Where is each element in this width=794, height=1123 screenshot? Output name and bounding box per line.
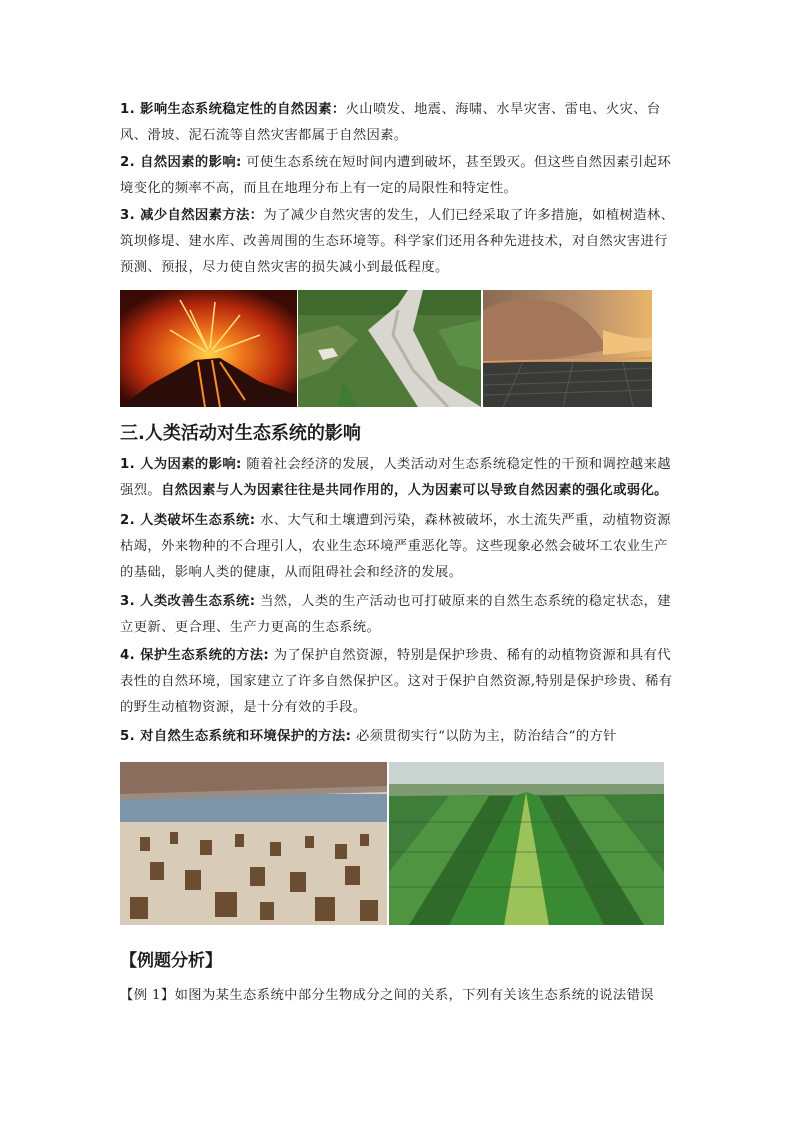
- example-heading: 【例题分析】: [120, 951, 222, 971]
- section-heading-human: 三.人类活动对生态系统的影响: [120, 423, 361, 444]
- environment-protection-label: 5. 对自然生态系统和环境保护的方法:: [120, 729, 352, 744]
- protect-methods-label: 4. 保护生态系统的方法:: [120, 648, 270, 663]
- natural-factors-label: 1. 影响生态系统稳定性的自然因素：: [120, 102, 346, 117]
- reduce-natural-paragraph: [120, 203, 680, 281]
- human-improve-paragraph: [120, 589, 680, 641]
- reduce-natural-text: 为了减少自然灾害的发生，人们已经采取了许多措施，如植树造林、筑坝修堤、建水库、改善周围的生态环境等。科学家们还用各种先进技术，对自然灾害进行预测、预报，尽力使自然灾害的损失减小到最低程度。: [120, 208, 675, 275]
- volcano-eruption-photo: [120, 290, 297, 407]
- human-impact-text: 随着社会经济的发展，人类活动对生态系统稳定性的干预和调控越来越强烈。: [120, 457, 671, 498]
- green-plantation-photo: [389, 762, 664, 925]
- human-improve-text: 当然，人类的生产活动也可打破原来的自然生态系统的稳定状态，建立更新、更合理、生产力更高的生态系统。: [120, 594, 671, 635]
- flood-riverbed-photo: [298, 290, 481, 407]
- human-impact-bold-text: 自然因素与人为因素往往是共同作用的，人为因素可以导致自然因素的强化或弱化。: [161, 483, 668, 498]
- environment-protection-paragraph: [120, 724, 680, 750]
- human-improve-label: 3. 人类改善生态系统:: [120, 594, 256, 609]
- sandstorm-city-photo: [483, 290, 652, 407]
- human-impact-paragraph: [120, 452, 680, 504]
- natural-impact-label: 2. 自然因素的影响:: [120, 155, 242, 170]
- environment-protection-text: 必须贯彻实行“以防为主，防治结合”的方针: [351, 729, 617, 744]
- natural-impact-paragraph: [120, 150, 680, 202]
- natural-impact-text: 可使生态系统在短时间内遭到破坏，甚至毁灭。但这些自然因素引起环境变化的频率不高，而且在地理分布上有一定的局限性和特定性。: [120, 155, 671, 196]
- human-damage-paragraph: [120, 508, 680, 586]
- natural-factors-text: 火山喷发、地震、海啸、水旱灾害、雷电、火灾、台风、滑坡、泥石流等自然灾害都属于自然因素。: [120, 102, 661, 143]
- example-question: 【例 1】如图为某生态系统中部分生物成分之间的关系，下列有关该生态系统的说法错误: [120, 988, 654, 1003]
- protect-methods-paragraph: [120, 643, 680, 721]
- human-damage-label: 2. 人类破坏生态系统:: [120, 513, 256, 528]
- protect-methods-text: 为了保护自然资源，特别是保护珍贵、稀有的动植物资源和具有代表性的自然环境，国家建立了许多自然保护区。这对于保护自然资源,特别是保护珍贵、稀有的野生动植物资源，是十分有效的手段。: [120, 648, 673, 715]
- human-impact-label: 1. 人为因素的影响:: [120, 457, 242, 472]
- human-damage-text: 水、大气和土壤遭到污染，森林被破坏，水土流失严重，动植物资源枯竭，外来物种的不合理引人，农业生态环境严重恶化等。这些现象必然会破坏工农业生产的基础，影响人类的健康，从而阻碍社会和经济的发展。: [120, 513, 671, 580]
- reduce-natural-label: 3. 减少自然因素方法：: [120, 208, 264, 223]
- tree-stumps-lake-photo: [120, 762, 387, 925]
- natural-factors-paragraph: [120, 97, 680, 149]
